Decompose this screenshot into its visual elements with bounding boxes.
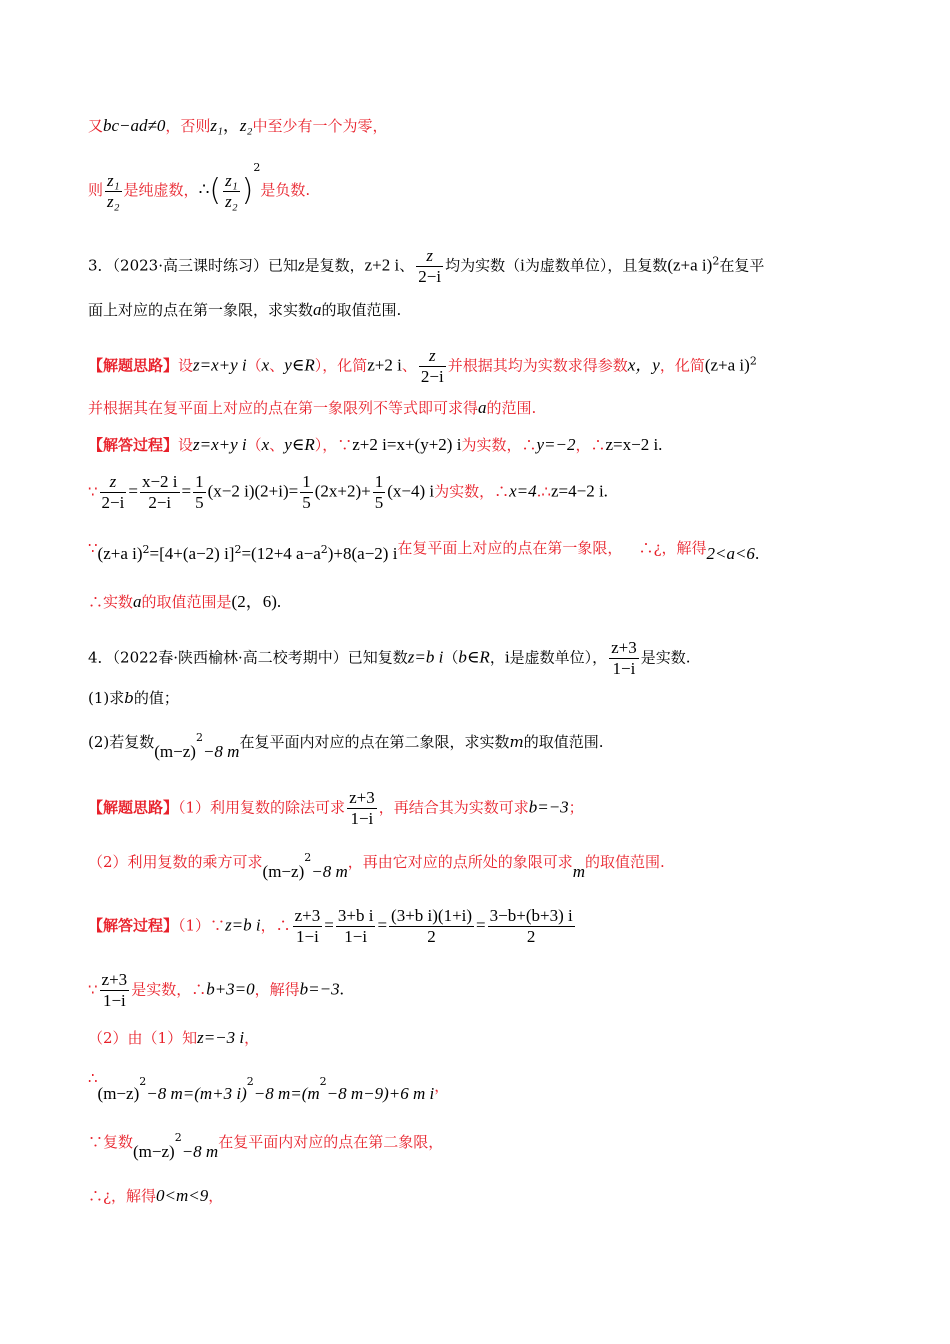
math-b: b: [124, 689, 134, 707]
fraction: [488, 906, 575, 947]
math-expr: y=−2: [536, 435, 576, 454]
math-expr: −8 m: [202, 742, 240, 761]
math-expr: b∈R: [458, 647, 490, 667]
math-expr: −8 m=(m: [253, 1084, 320, 1103]
text: 是复数，: [304, 256, 365, 275]
numerator: 1: [195, 472, 204, 491]
text: 、: [401, 356, 417, 375]
equals: =: [324, 915, 334, 935]
numerator: z: [416, 246, 443, 267]
solution-idea-4-line-1: [88, 788, 584, 829]
denominator: 1−i: [296, 927, 319, 946]
section-label: 【解答过程】: [88, 436, 179, 454]
question-4-part-2: [88, 728, 603, 762]
text: 是纯虚数，: [123, 181, 199, 199]
text: ，: [434, 1077, 450, 1095]
answer-3-line-3: [88, 538, 759, 564]
math-a: a: [313, 300, 322, 319]
math-expr: 2<a<6: [706, 544, 755, 563]
denominator: 1−i: [612, 659, 636, 678]
text: ，解得: [254, 980, 300, 999]
because-symbol: ∵: [88, 539, 98, 557]
text: 设: [178, 436, 194, 454]
answer-4-line-2: [88, 970, 344, 1011]
text: ∴实数: [88, 593, 134, 611]
text: .∴: [536, 482, 551, 501]
text: ，再由它对应的点所处的象限可求: [347, 853, 573, 871]
math-expr: −8 m=(m+3 i): [146, 1084, 247, 1103]
exponent: 2: [304, 851, 312, 864]
math-expr: (z+a i): [704, 355, 750, 375]
math-expr: z=b i: [407, 647, 444, 667]
text: （2）由（1）知: [88, 1029, 198, 1047]
math-expr: b=−3: [528, 797, 569, 817]
text: （1）∵: [178, 916, 226, 935]
text: 是实数，∴: [131, 980, 207, 999]
fraction: [389, 906, 474, 947]
text: ，: [208, 1187, 224, 1205]
numerator: 1: [302, 472, 311, 491]
denominator: 2: [427, 927, 436, 946]
math-m: m: [572, 862, 586, 881]
numerator: z₁: [225, 170, 238, 190]
math-expr: (x−4) i: [387, 481, 435, 501]
text: 的取值范围.: [321, 301, 402, 319]
math-expr: x: [261, 355, 270, 375]
text: 为虚数单位），且复数: [524, 256, 668, 275]
numerator: z+3: [611, 638, 637, 657]
denominator: 2−i: [148, 493, 172, 512]
fraction-z-over-2-i: [419, 346, 446, 387]
fraction: [100, 970, 130, 1011]
answer-4-line-6: [88, 1186, 223, 1206]
answer-4-line-3: [88, 1028, 259, 1048]
denominator: 1−i: [350, 809, 374, 828]
math-expr: x，y: [627, 355, 660, 375]
math-expr: z=x−2 i: [605, 435, 659, 454]
denominator: z₂: [225, 191, 238, 211]
answer-4-line-4: [88, 1068, 449, 1104]
numerator: z+3: [349, 788, 375, 807]
text: （: [246, 436, 262, 454]
solution-idea-3-line-1: [88, 346, 757, 387]
text: 设: [178, 356, 194, 375]
text: ，化简: [659, 356, 705, 375]
answer-3-line-4: [88, 592, 281, 612]
math-m: m: [509, 733, 524, 751]
fraction: [140, 472, 180, 513]
numerator: z+3: [101, 970, 128, 989]
text: （: [246, 356, 262, 375]
because-symbol: ∵: [88, 980, 98, 999]
paren-right: ): [241, 173, 254, 208]
section-label: 【解题思路】: [88, 356, 179, 375]
text: （2）利用复数的乘方可求: [88, 853, 263, 871]
denominator: 1−i: [102, 991, 126, 1010]
numerator: z: [100, 472, 127, 493]
exponent: 2: [320, 543, 328, 556]
math-expr: y∈R: [284, 355, 315, 375]
text: 、: [269, 356, 285, 375]
math-z1: z₁: [210, 116, 223, 135]
text: 的范围.: [486, 399, 537, 417]
denominator: 2: [526, 927, 536, 946]
math-expr: x=4: [509, 481, 537, 501]
math-expr: z+2 i: [367, 355, 402, 375]
math-expr: b=−3: [299, 979, 340, 999]
math-expr: (m−z): [154, 742, 196, 761]
text: 在复平面上对应的点在第一象限，: [397, 539, 623, 557]
answer-4-line-1: [88, 906, 577, 947]
math-expr: (z+a i): [667, 255, 713, 275]
math-expr: (m−z): [97, 1084, 140, 1103]
text: ，∴: [575, 436, 606, 454]
text: .: [658, 435, 663, 454]
fraction: [336, 906, 376, 947]
text: ，∴: [260, 916, 291, 935]
math-expr: (2x+2)+: [314, 481, 371, 501]
exponent: 2: [246, 1075, 254, 1088]
text: 的值；: [133, 689, 179, 707]
text: ，: [244, 1029, 260, 1047]
numerator: 3+b i: [337, 906, 374, 925]
math-a: a: [478, 398, 487, 417]
therefore-symbol: ∴: [88, 1069, 98, 1087]
exponent: 2: [195, 731, 203, 744]
math-expr: −8 m: [181, 1142, 219, 1161]
text: （1）利用复数的除法可求: [178, 798, 346, 817]
text: 并根据其在复平面上对应的点在第一象限列不等式即可求得: [88, 399, 479, 417]
denominator: 2−i: [101, 493, 125, 512]
math-expr: )+8(a−2) i: [327, 544, 398, 563]
math-expr: bc−ad≠0: [103, 116, 166, 135]
math-expr: z=x+y i: [193, 355, 247, 375]
equals: =: [377, 915, 388, 935]
exponent: 2: [319, 1075, 327, 1088]
text: .: [276, 592, 282, 611]
numerator: x−2 i: [141, 472, 178, 491]
fraction-z3-over-1-i: [347, 788, 377, 829]
question-4-part-1: [88, 688, 179, 708]
math-expr: −8 m: [311, 862, 348, 881]
text: ），化简: [314, 356, 368, 375]
prev-answer-line-1: [88, 116, 387, 136]
exponent: 2: [253, 161, 261, 174]
numerator: (3+b i)(1+i): [391, 906, 473, 925]
text: ，: [222, 116, 240, 135]
fraction-z-over-2-i: [416, 246, 443, 287]
exponent: 2: [749, 354, 757, 368]
denominator: 1−i: [344, 927, 368, 946]
text: 为实数，∴: [461, 436, 537, 454]
answer-3-line-2: [88, 472, 608, 513]
text: .: [754, 544, 760, 563]
math-expr: x: [261, 435, 270, 454]
question-4-line-1: [88, 638, 691, 679]
math-expr: 0<m<9: [156, 1186, 209, 1205]
math-i: i: [520, 255, 525, 275]
fraction: [300, 472, 313, 513]
numerator: z+3: [294, 906, 321, 925]
text: 是实数.: [640, 648, 691, 667]
text: 的取值范围是: [141, 593, 232, 611]
math-expr: z+2 i: [364, 255, 400, 275]
equals: =: [181, 481, 192, 501]
answer-4-line-5: [88, 1128, 443, 1162]
math-expr: (m−z): [133, 1142, 175, 1161]
section-label: 【解题思路】: [88, 798, 179, 817]
math-expr: y∈R: [284, 435, 315, 454]
denominator: z₂: [107, 191, 120, 211]
math-expr: (2，6): [231, 592, 277, 611]
fraction: [193, 472, 206, 513]
text: ），∵: [314, 436, 353, 454]
text: .: [603, 481, 608, 501]
math-expr: =(12+4 a−a: [241, 544, 321, 563]
math-expr: z=−3 i: [197, 1028, 245, 1047]
text: .: [339, 979, 344, 999]
therefore-symbol: ∴: [198, 180, 210, 199]
text: 是负数.: [260, 181, 311, 199]
text: ，再结合其为实数可求: [378, 798, 529, 817]
math-expr: z=x+y i: [193, 435, 247, 454]
math-a: a: [133, 592, 142, 611]
equals: =: [128, 481, 138, 501]
numerator: 1: [374, 472, 384, 491]
equals: =: [476, 915, 486, 935]
text: （: [443, 648, 459, 667]
numerator: z₁: [107, 170, 120, 190]
solution-idea-4-line-2: [88, 848, 665, 882]
question-3-line-1: [88, 246, 764, 287]
exponent: 2: [712, 254, 720, 268]
text: (1)求: [88, 689, 125, 707]
math-expr: (x−2 i)(2+i)=: [207, 481, 299, 501]
exponent: 2: [139, 1075, 147, 1088]
text: ∴¿，解得: [638, 539, 707, 557]
denominator: 5: [302, 493, 311, 512]
paren-left: (: [209, 173, 222, 208]
text: 并根据其均为实数求得参数: [447, 356, 628, 375]
fraction-z1-z2: [105, 171, 122, 212]
fraction: [373, 472, 386, 513]
text: 、: [269, 436, 285, 454]
math-expr: z=4−2 i: [550, 481, 604, 501]
exponent: 2: [142, 543, 150, 556]
section-label: 【解答过程】: [88, 916, 179, 935]
fraction: [100, 472, 127, 513]
text: 则: [88, 181, 104, 199]
denominator: 2−i: [418, 267, 442, 286]
math-expr: b+3=0: [206, 979, 255, 999]
text: (2)若复数: [88, 733, 155, 751]
question-prefix: 4．（2022春·陕西榆林·高二校考期中）已知复数: [88, 648, 408, 667]
text: 在复平面内对应的点在第二象限，: [218, 1133, 444, 1151]
math-z2: z₂: [239, 116, 253, 135]
text: 在复平面内对应的点在第二象限，求实数: [239, 733, 510, 751]
text: ，否则: [165, 117, 211, 135]
answer-3-line-1: [88, 435, 662, 455]
math-z: z: [298, 255, 305, 275]
text: 在复平: [719, 256, 765, 275]
denominator: 5: [195, 493, 204, 512]
math-expr: =[4+(a−2) i]: [149, 544, 235, 563]
text: 面上对应的点在第一象限，求实数: [88, 301, 314, 319]
math-expr: (m−z): [262, 862, 305, 881]
text: 又: [88, 117, 104, 135]
math-expr: z=b i: [225, 915, 261, 935]
text: ∵复数: [88, 1133, 134, 1151]
fraction-z1-z2-paren: [223, 171, 240, 212]
numerator: z: [419, 346, 446, 367]
question-3-line-2: [88, 300, 401, 320]
text: 的取值范围.: [585, 853, 665, 871]
fraction: [293, 906, 323, 947]
exponent: 2: [174, 1131, 182, 1144]
numerator: 3−b+(b+3) i: [489, 906, 573, 925]
math-expr: (z+a i): [97, 544, 143, 563]
text: ，i是虚数单位），: [489, 648, 608, 667]
text: ；: [568, 798, 584, 817]
because-symbol: ∵: [88, 482, 98, 501]
fraction-z3-over-1-i: [609, 638, 639, 679]
text: 中至少有一个为零，: [252, 117, 388, 135]
denominator: 5: [374, 493, 384, 512]
text: 、: [399, 256, 415, 275]
denominator: 2−i: [420, 367, 444, 386]
math-expr: z+2 i=x+(y+2) i: [352, 435, 462, 454]
text: 均为实数（: [445, 256, 521, 275]
prev-answer-line-2: [88, 158, 310, 212]
question-prefix: 3．（2023·高三课时练习）已知: [88, 256, 298, 275]
text: 的取值范围.: [523, 733, 604, 751]
text: 为实数，∴: [434, 482, 510, 501]
math-expr: −8 m−9)+6 m i: [326, 1084, 435, 1103]
text: ∴¿，解得: [88, 1187, 157, 1205]
solution-idea-3-line-2: [88, 398, 536, 418]
exponent: 2: [234, 543, 242, 556]
